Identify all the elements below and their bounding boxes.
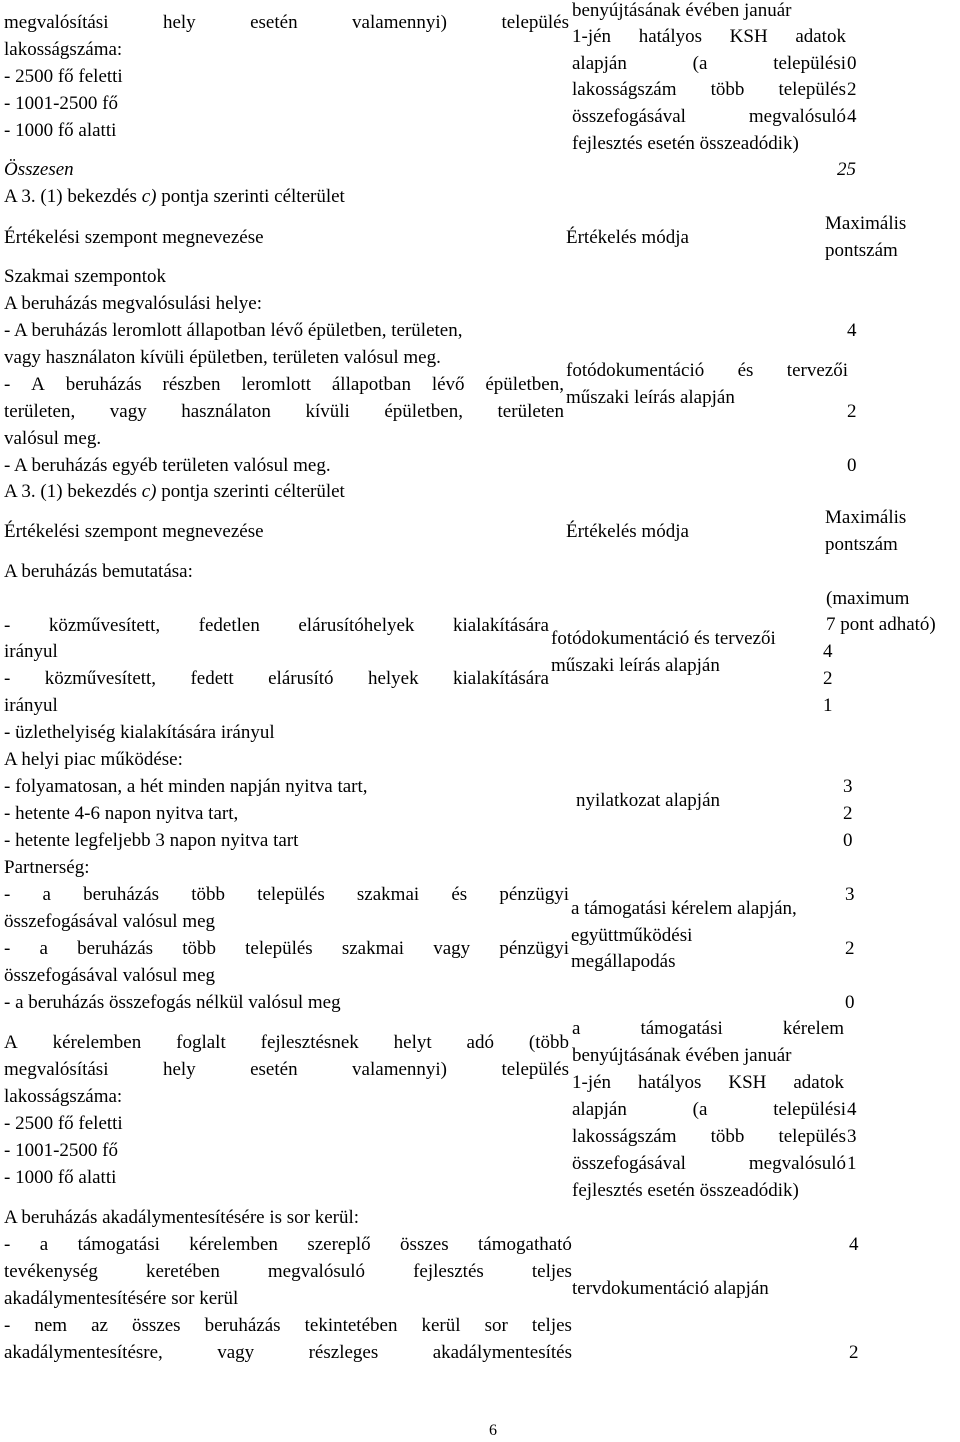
- word: a: [572, 1018, 581, 1039]
- word: az: [91, 1315, 108, 1336]
- word: kialakítására: [452, 615, 549, 636]
- word: települési: [773, 53, 846, 74]
- justified-line: [572, 106, 846, 128]
- justified-line: [4, 1315, 572, 1337]
- points-value: 2: [845, 938, 855, 959]
- text-line: fejlesztés esetén összeadódik): [572, 1180, 799, 1201]
- word: több: [182, 938, 216, 959]
- points-value: 4: [847, 1099, 857, 1120]
- word: lévő: [431, 374, 465, 395]
- text-line: - folyamatosan, a hét minden napján nyitva tart,: [4, 776, 368, 797]
- word: -: [4, 668, 11, 689]
- text-line: műszaki leírás alapján: [566, 387, 735, 408]
- word: -: [4, 1315, 11, 1336]
- word: pénzügyi: [499, 884, 569, 905]
- word: megvalósuló: [748, 106, 846, 127]
- word: fejlesztés: [413, 1261, 484, 1282]
- word: (a: [692, 1099, 708, 1120]
- word: fotódokumentáció: [566, 360, 705, 381]
- word: adatok: [795, 26, 846, 47]
- points-value: 0: [847, 53, 857, 74]
- word: (a: [692, 53, 708, 74]
- points-value: 3: [847, 1126, 857, 1147]
- subheading: A beruházás akadálymentesítésére is sor kerül:: [4, 1207, 360, 1228]
- justified-line: [566, 360, 848, 382]
- word: állapotban: [331, 374, 411, 395]
- text-line: fotódokumentáció és tervezői: [551, 628, 776, 649]
- text-line: együttműködési: [571, 925, 693, 946]
- word: összefogásával: [572, 106, 686, 127]
- word: hely: [162, 1059, 196, 1080]
- word: kérelem: [782, 1018, 844, 1039]
- word: 1-jén: [572, 1072, 612, 1093]
- justified-line: [4, 884, 569, 906]
- word: leromlott: [241, 374, 312, 395]
- text-line: a támogatási kérelem alapján,: [571, 898, 797, 919]
- justified-line: [4, 1032, 569, 1054]
- justified-line: [4, 1342, 572, 1364]
- heading-text: A 3. (1) bekezdés: [4, 186, 142, 207]
- text-line: - 1001-2500 fő: [4, 1140, 118, 1161]
- subheading: Szakmai szempontok: [4, 266, 166, 287]
- heading-italic: c): [141, 186, 157, 207]
- word: helyt: [393, 1032, 432, 1053]
- word: támogatható: [478, 1234, 572, 1255]
- word: beruházás: [65, 374, 142, 395]
- justified-line: [4, 374, 564, 396]
- points-value: 0: [847, 455, 857, 476]
- word: több: [191, 884, 226, 905]
- justified-line: [572, 1099, 846, 1121]
- text-line: irányul: [4, 641, 58, 662]
- word: -: [4, 1234, 11, 1255]
- justified-line: [4, 1234, 572, 1256]
- word: összes: [132, 1315, 181, 1336]
- justified-line: [572, 1153, 846, 1175]
- word: beruházás: [77, 938, 154, 959]
- justified-line: [4, 1059, 569, 1081]
- word: lakosságszám: [572, 1126, 677, 1147]
- word: részleges: [308, 1342, 379, 1363]
- word: beruházás: [83, 884, 160, 905]
- text-line: megállapodás: [571, 951, 676, 972]
- word: valamennyi): [352, 1059, 448, 1080]
- word: -: [4, 884, 11, 905]
- word: több: [710, 1126, 745, 1147]
- text-line: - A beruházás egyéb területen valósul meg.: [4, 455, 331, 476]
- word: összes: [400, 1234, 449, 1255]
- subheading: A beruházás megvalósulási helye:: [4, 293, 263, 314]
- word: hely: [162, 12, 196, 33]
- text-line: lakosságszáma:: [4, 1086, 123, 1107]
- word: tevékenység: [4, 1261, 98, 1282]
- points-value: 4: [823, 641, 833, 662]
- word: település: [778, 1126, 846, 1147]
- text-line: összefogásával valósul meg: [4, 911, 216, 932]
- word: nem: [34, 1315, 68, 1336]
- points-value: 1: [847, 1153, 857, 1174]
- justified-line: [572, 1072, 844, 1094]
- word: kívüli: [305, 401, 350, 422]
- word: támogatási: [640, 1018, 723, 1039]
- word: helyek: [367, 668, 419, 689]
- word: A: [31, 374, 45, 395]
- word: fejlesztésnek: [260, 1032, 359, 1053]
- points-value: 2: [823, 668, 833, 689]
- word: kerül: [421, 1315, 461, 1336]
- text-line: összefogásával valósul meg: [4, 965, 216, 986]
- points-value: 3: [845, 884, 855, 905]
- points-value: 4: [847, 320, 857, 341]
- word: alapján: [572, 53, 627, 74]
- column-header-criterion: Értékelési szempont megnevezése: [4, 227, 264, 248]
- text-line: vagy használaton kívüli épületben, területen valósul meg.: [4, 347, 441, 368]
- word: kérelemben: [189, 1234, 278, 1255]
- word: szakmai: [341, 938, 405, 959]
- word: sor: [484, 1315, 508, 1336]
- heading-italic: c): [141, 481, 157, 502]
- justified-line: [4, 668, 549, 690]
- word: valamennyi): [352, 12, 448, 33]
- justified-line: [4, 401, 564, 423]
- word: több: [710, 79, 745, 100]
- word: 1-jén: [572, 26, 612, 47]
- word: megvalósítási: [4, 1059, 109, 1080]
- column-header-method: Értékelés módja: [566, 521, 689, 542]
- word: kérelemben: [52, 1032, 142, 1053]
- word: teljes: [531, 1261, 572, 1282]
- word: és: [451, 884, 468, 905]
- text-line: - 1000 fő alatti: [4, 1167, 117, 1188]
- word: KSH: [729, 26, 768, 47]
- text-line: fejlesztés esetén összeadódik): [572, 133, 799, 154]
- word: megvalósítási: [4, 12, 109, 33]
- text-line: - 2500 fő feletti: [4, 1113, 123, 1134]
- text-line: akadálymentesítésére sor kerül: [4, 1288, 239, 1309]
- points-value: 2: [847, 79, 857, 100]
- word: keretében: [145, 1261, 220, 1282]
- word: település: [501, 1059, 569, 1080]
- word: tekintetében: [304, 1315, 398, 1336]
- word: kialakítására: [452, 668, 549, 689]
- text-line: - 2500 fő feletti: [4, 66, 123, 87]
- section-heading: [4, 186, 345, 208]
- word: hatályos: [638, 1072, 702, 1093]
- word: esetén: [250, 1059, 298, 1080]
- word: pénzügyi: [499, 938, 569, 959]
- justified-line: [4, 12, 569, 34]
- justified-line: [572, 53, 846, 75]
- total-label: Összesen: [4, 159, 74, 180]
- word: település: [501, 12, 569, 33]
- text-line: lakosságszáma:: [4, 39, 123, 60]
- word: megvalósuló: [748, 1153, 846, 1174]
- heading-text: A 3. (1) bekezdés: [4, 481, 142, 502]
- word: -: [4, 615, 11, 636]
- text-line: műszaki leírás alapján: [551, 655, 720, 676]
- points-value: 0: [843, 830, 853, 851]
- heading-text: pontja szerinti célterület: [156, 481, 345, 502]
- subheading: A beruházás bemutatása:: [4, 561, 193, 582]
- word: megvalósuló: [267, 1261, 366, 1282]
- word: vagy: [217, 1342, 255, 1363]
- word: épületben,: [384, 401, 463, 422]
- max-note: (maximum: [826, 588, 910, 609]
- column-header-max: Maximális: [825, 507, 907, 528]
- word: elárusító: [268, 668, 334, 689]
- text-line: - A beruházás leromlott állapotban lévő épületben, területen,: [4, 320, 463, 341]
- word: adó: [466, 1032, 494, 1053]
- word: területen: [497, 401, 564, 422]
- word: település: [778, 79, 846, 100]
- word: a: [39, 938, 48, 959]
- justified-line: [572, 26, 846, 48]
- word: részben: [162, 374, 221, 395]
- max-note: 7 pont adható): [826, 614, 936, 635]
- word: a: [39, 1234, 49, 1255]
- points-value: 4: [847, 106, 857, 127]
- word: szakmai: [356, 884, 420, 905]
- column-header-max: pontszám: [825, 534, 898, 555]
- heading-text: pontja szerinti célterület: [156, 186, 345, 207]
- total-value: 25: [837, 159, 856, 180]
- word: akadálymentesítésre,: [4, 1342, 163, 1363]
- word: -: [4, 374, 11, 395]
- word: területen,: [4, 401, 76, 422]
- word: fedetlen: [198, 615, 260, 636]
- word: támogatási: [77, 1234, 160, 1255]
- text-line: benyújtásának évében január: [572, 1045, 792, 1066]
- word: hatályos: [638, 26, 703, 47]
- word: település: [245, 938, 313, 959]
- text-line: benyújtásának évében január: [572, 0, 792, 21]
- justified-line: [572, 1126, 846, 1148]
- justified-line: [572, 79, 846, 101]
- subheading: Partnerség:: [4, 857, 90, 878]
- word: vagy: [109, 401, 147, 422]
- text-line: irányul: [4, 695, 58, 716]
- word: elárusítóhelyek: [298, 615, 415, 636]
- text-line: valósul meg.: [4, 428, 102, 449]
- word: -: [4, 938, 11, 959]
- word: használaton: [181, 401, 271, 422]
- text-line: - 1001-2500 fő: [4, 93, 118, 114]
- column-header-criterion: Értékelési szempont megnevezése: [4, 521, 264, 542]
- points-value: 2: [847, 401, 857, 422]
- points-value: 2: [849, 1342, 859, 1363]
- word: A: [4, 1032, 18, 1053]
- text-line: - a beruházás összefogás nélkül valósul meg: [4, 992, 341, 1013]
- word: alapján: [572, 1099, 627, 1120]
- word: beruházás: [204, 1315, 281, 1336]
- text-line: tervdokumentáció alapján: [572, 1278, 769, 1299]
- points-value: 1: [823, 695, 833, 716]
- subheading: A helyi piac működése:: [4, 749, 183, 770]
- word: szereplő: [307, 1234, 371, 1255]
- justified-line: [4, 1261, 572, 1283]
- points-value: 0: [845, 992, 855, 1013]
- text-line: - 1000 fő alatti: [4, 120, 117, 141]
- word: teljes: [531, 1315, 572, 1336]
- text-line: - hetente legfeljebb 3 napon nyitva tart: [4, 830, 299, 851]
- word: és: [737, 360, 754, 381]
- justified-line: [4, 938, 569, 960]
- word: települési: [773, 1099, 846, 1120]
- word: épületben,: [485, 374, 564, 395]
- points-value: 3: [843, 776, 853, 797]
- word: vagy: [433, 938, 471, 959]
- column-header-method: Értékelés módja: [566, 227, 689, 248]
- text-line: nyilatkozat alapján: [576, 790, 721, 811]
- word: foglalt: [176, 1032, 226, 1053]
- column-header-max: Maximális: [825, 213, 907, 234]
- word: tervezői: [786, 360, 848, 381]
- word: adatok: [793, 1072, 844, 1093]
- text-line: - hetente 4-6 napon nyitva tart,: [4, 803, 239, 824]
- word: lakosságszám: [572, 79, 677, 100]
- page-number: 6: [489, 1422, 497, 1439]
- word: összefogásával: [572, 1153, 686, 1174]
- word: esetén: [250, 12, 298, 33]
- word: a: [42, 884, 51, 905]
- justified-line: [572, 1018, 844, 1040]
- text-line: - üzlethelyiség kialakítására irányul: [4, 722, 275, 743]
- word: település: [257, 884, 325, 905]
- word: (több: [528, 1032, 569, 1053]
- word: KSH: [728, 1072, 767, 1093]
- word: közművesített,: [44, 668, 157, 689]
- section-heading: [4, 481, 345, 503]
- column-header-max: pontszám: [825, 240, 898, 261]
- word: közművesített,: [48, 615, 161, 636]
- points-value: 4: [849, 1234, 859, 1255]
- justified-line: [4, 615, 549, 637]
- points-value: 2: [843, 803, 853, 824]
- word: fedett: [190, 668, 234, 689]
- word: akadálymentesítés: [432, 1342, 572, 1363]
